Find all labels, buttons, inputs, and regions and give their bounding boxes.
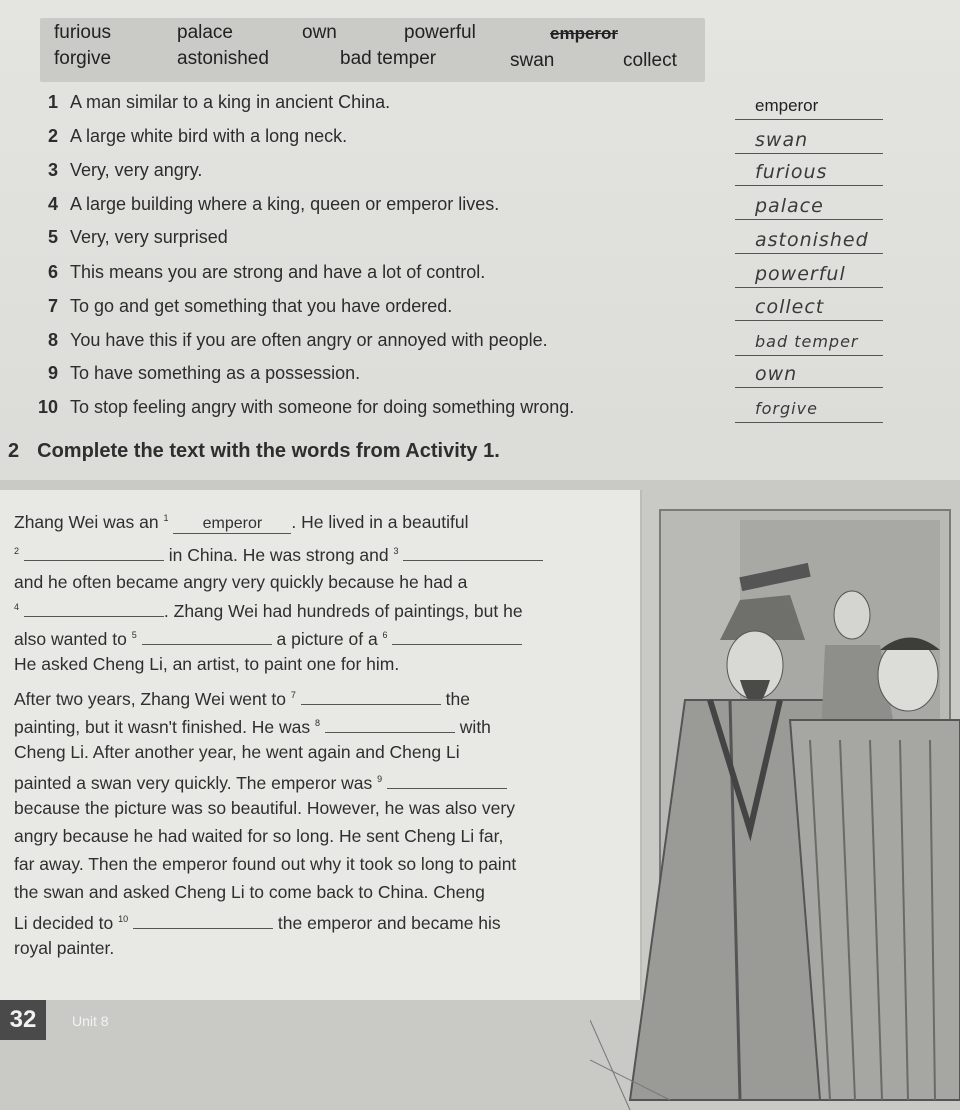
story-line-16: royal painter.	[14, 938, 115, 958]
answer-field-7[interactable]: collect	[735, 295, 883, 321]
blank-4[interactable]	[24, 598, 164, 617]
answer-field-8[interactable]: bad temper	[735, 330, 883, 356]
answer-field-10[interactable]: forgive	[735, 397, 883, 423]
definition-3: 3 Very, very angry.	[47, 160, 203, 180]
answer-field-6[interactable]: powerful	[735, 262, 883, 288]
word-astonished: astonished	[177, 48, 269, 69]
story-line-10: painted a swan very quickly. The emperor was $^9$	[14, 770, 507, 794]
answer-field-2[interactable]: swan	[735, 128, 883, 154]
definition-4: 4 A large building where a king, queen or emperor lives.	[47, 194, 500, 214]
word-own: own	[302, 22, 337, 43]
answer-field-3[interactable]: furious	[735, 160, 883, 186]
emperor-illustration	[590, 500, 960, 1110]
definition-1: 1 A man similar to a king in ancient China.	[47, 92, 391, 112]
definition-7: 7 To go and get something that you have ordered.	[47, 296, 453, 316]
word-emperor-crossed: emperor	[550, 24, 619, 43]
answer-field-1[interactable]: emperor	[735, 94, 883, 120]
word-powerful: powerful	[404, 22, 476, 43]
story-line-5: also wanted to $^5$ a picture of a $^6$	[14, 626, 522, 650]
unit-label: Unit 8	[72, 1013, 109, 1029]
story-line-8: painting, but it wasn't finished. He was $^8$ with	[14, 714, 491, 738]
blank-7[interactable]	[301, 686, 441, 705]
story-line-15: Li decided to $^{10}$ the emperor and became his	[14, 910, 501, 934]
blank-6[interactable]	[392, 626, 522, 645]
story-text-panel	[0, 490, 642, 1000]
story-line-1: Zhang Wei was an $^1$ emperor . He lived in a beautiful	[14, 512, 469, 532]
blank-8[interactable]	[325, 714, 455, 733]
definition-10: 10 To stop feeling angry with someone for doing something wrong.	[37, 397, 575, 417]
section-2-heading: 2 Complete the text with the words from Activity 1.	[8, 440, 500, 462]
blank-10[interactable]	[133, 910, 273, 929]
story-line-3: and he often became angry very quickly because he had a	[14, 572, 468, 592]
blank-1[interactable]: emperor	[173, 515, 291, 534]
story-line-7: After two years, Zhang Wei went to $^7$ the	[14, 686, 470, 710]
definition-6: 6 This means you are strong and have a lot of control.	[47, 262, 486, 282]
blank-5[interactable]	[142, 626, 272, 645]
word-box	[40, 18, 705, 82]
story-line-2: $^2$ in China. He was strong and $^3$	[14, 542, 543, 566]
word-furious: furious	[54, 22, 112, 43]
definition-8: 8 You have this if you are often angry or annoyed with people.	[47, 330, 548, 350]
word-bad-temper: bad temper	[340, 48, 437, 69]
definition-9: 9 To have something as a possession.	[47, 363, 361, 383]
answer-field-9[interactable]: own	[735, 362, 883, 388]
word-palace: palace	[177, 22, 233, 43]
story-line-4: $^4$ . Zhang Wei had hundreds of paintings, but he	[14, 598, 523, 622]
definition-5: 5 Very, very surprised	[47, 227, 228, 247]
blank-2[interactable]	[24, 542, 164, 561]
blank-3[interactable]	[403, 542, 543, 561]
answer-field-4[interactable]: palace	[735, 194, 883, 220]
story-line-6: He asked Cheng Li, an artist, to paint one for him.	[14, 654, 400, 674]
story-line-14: the swan and asked Cheng Li to come back to China. Cheng	[14, 882, 485, 902]
word-collect: collect	[623, 50, 677, 71]
page-number: 32	[0, 1000, 46, 1040]
answer-field-5[interactable]: astonished	[735, 228, 883, 254]
story-line-13: far away. Then the emperor found out why it took so long to paint	[14, 854, 517, 874]
story-line-9: Cheng Li. After another year, he went again and Cheng Li	[14, 742, 460, 762]
definition-2: 2 A large white bird with a long neck.	[47, 126, 348, 146]
story-line-11: because the picture was so beautiful. However, he was also very	[14, 798, 515, 818]
blank-9[interactable]	[387, 770, 507, 789]
word-forgive: forgive	[54, 48, 112, 69]
story-line-12: angry because he had waited for so long. He sent Cheng Li far,	[14, 826, 504, 846]
word-swan: swan	[510, 50, 555, 71]
